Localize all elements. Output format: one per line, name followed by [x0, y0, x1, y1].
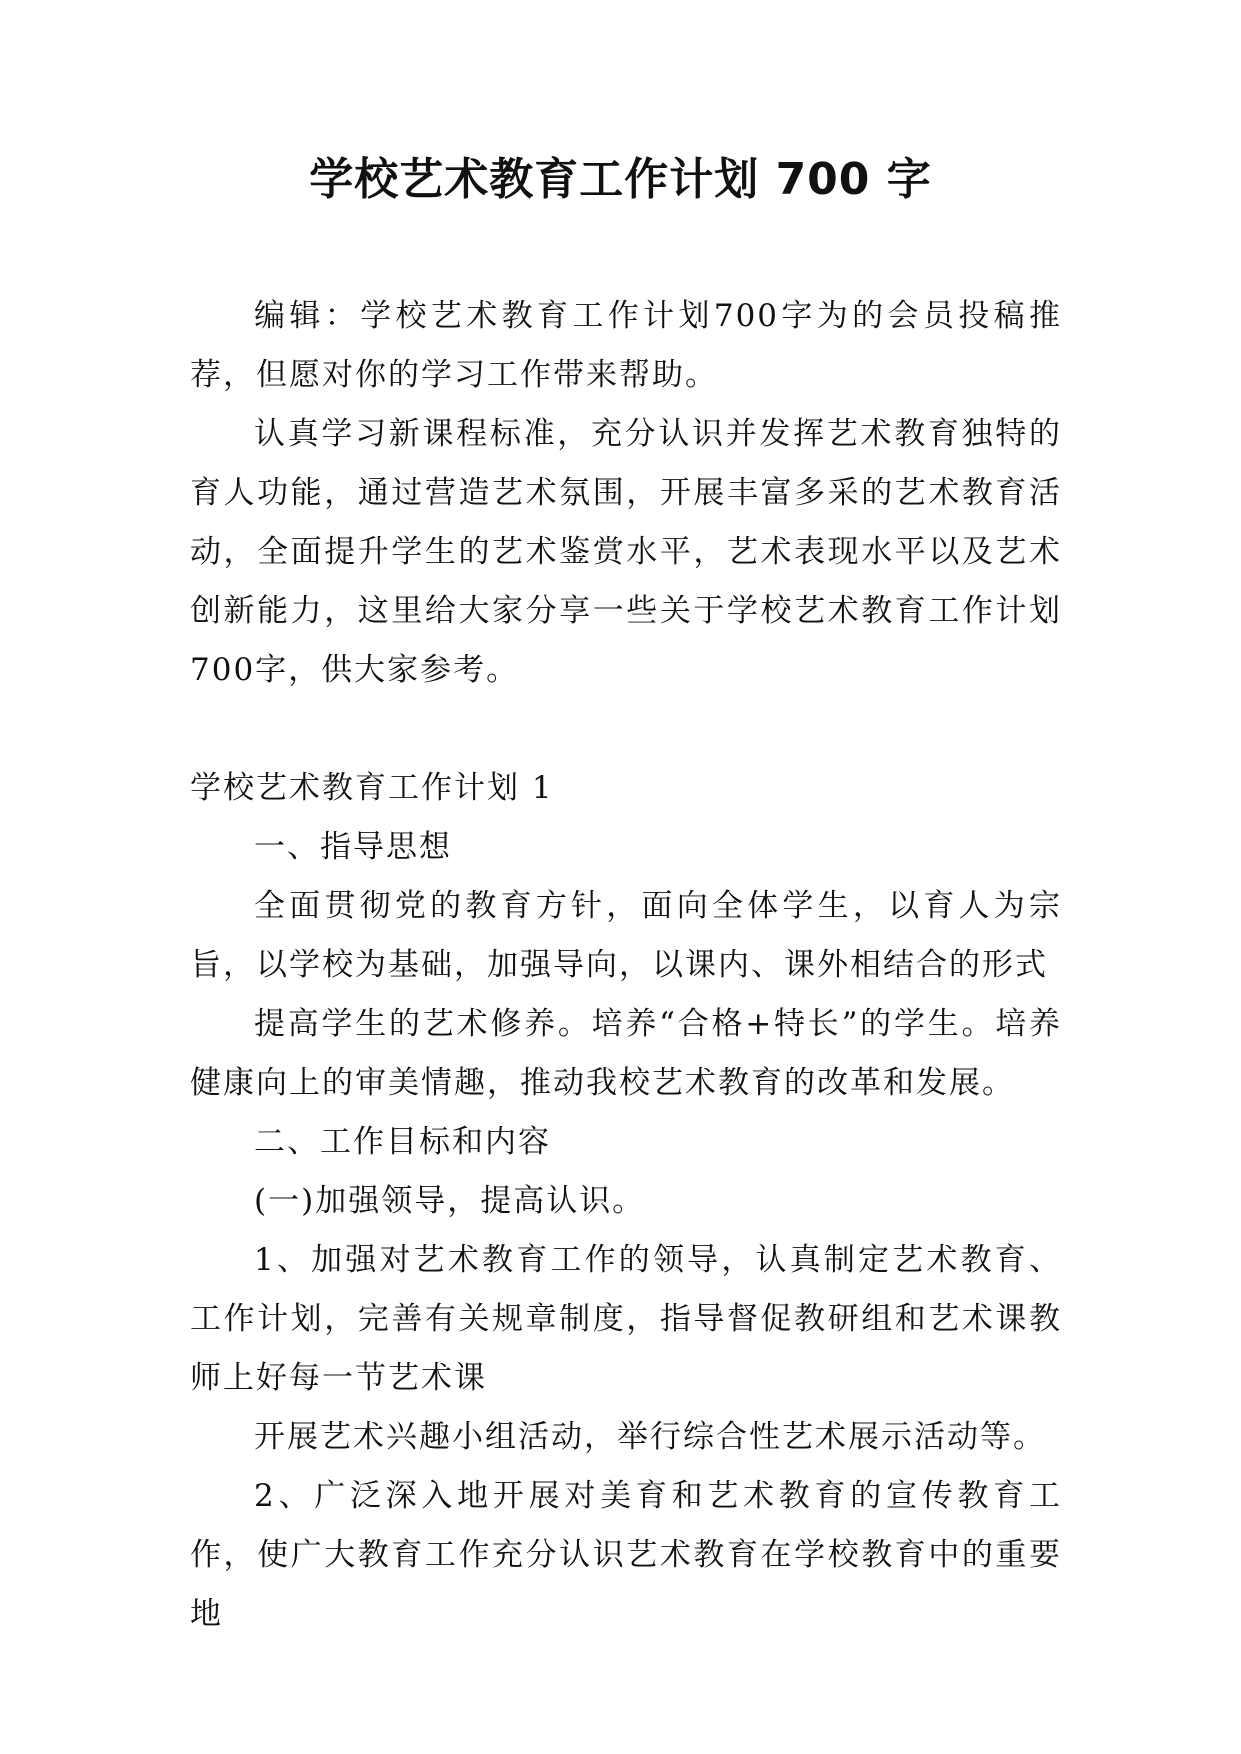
- section-heading: 学校艺术教育工作计划 1: [190, 770, 554, 806]
- paragraph-art-cultivation: 提高学生的艺术修养。培养“合格+特长”的学生。培养健康向上的审美情趣，推动我校艺术教育的改革和发展。: [190, 1006, 1062, 1101]
- document-body: [190, 287, 1062, 1644]
- paragraph-intro: 认真学习新课程标准，充分认识并发挥艺术教育独特的育人功能，通过营造艺术氛围，开展丰富多采的艺术教育活动，全面提升学生的艺术鉴赏水平，艺术表现水平以及艺术创新能力，这里给大家分享一些关于学校艺术教育工作计划700字，供大家参考。: [190, 416, 1062, 688]
- paragraph-item-1: 1、加强对艺术教育工作的领导，认真制定艺术教育、工作计划，完善有关规章制度，指导督促教研组和艺术课教师上好每一节艺术课: [190, 1242, 1062, 1396]
- paragraph-gap: [190, 700, 1062, 759]
- paragraph-activities: 开展艺术兴趣小组活动，举行综合性艺术展示活动等。: [254, 1419, 1046, 1455]
- paragraph-editor-note: 编辑：学校艺术教育工作计划700字为的会员投稿推荐，但愿对你的学习工作带来帮助。: [190, 298, 1062, 393]
- subheading-goals-content: 二、工作目标和内容: [254, 1124, 551, 1160]
- subheading-guiding-thought: 一、指导思想: [254, 829, 452, 865]
- document-title: 学校艺术教育工作计划 700 字: [309, 154, 932, 205]
- subheading-leadership: (一)加强领导，提高认识。: [254, 1183, 646, 1219]
- paragraph-item-2: 2、广泛深入地开展对美育和艺术教育的宣传教育工作，使广大教育工作充分认识艺术教育在学校教育中的重要地: [190, 1478, 1062, 1632]
- paragraph-guiding-thought: 全面贯彻党的教育方针，面向全体学生，以育人为宗旨，以学校为基础，加强导向，以课内、课外相结合的形式: [190, 888, 1062, 983]
